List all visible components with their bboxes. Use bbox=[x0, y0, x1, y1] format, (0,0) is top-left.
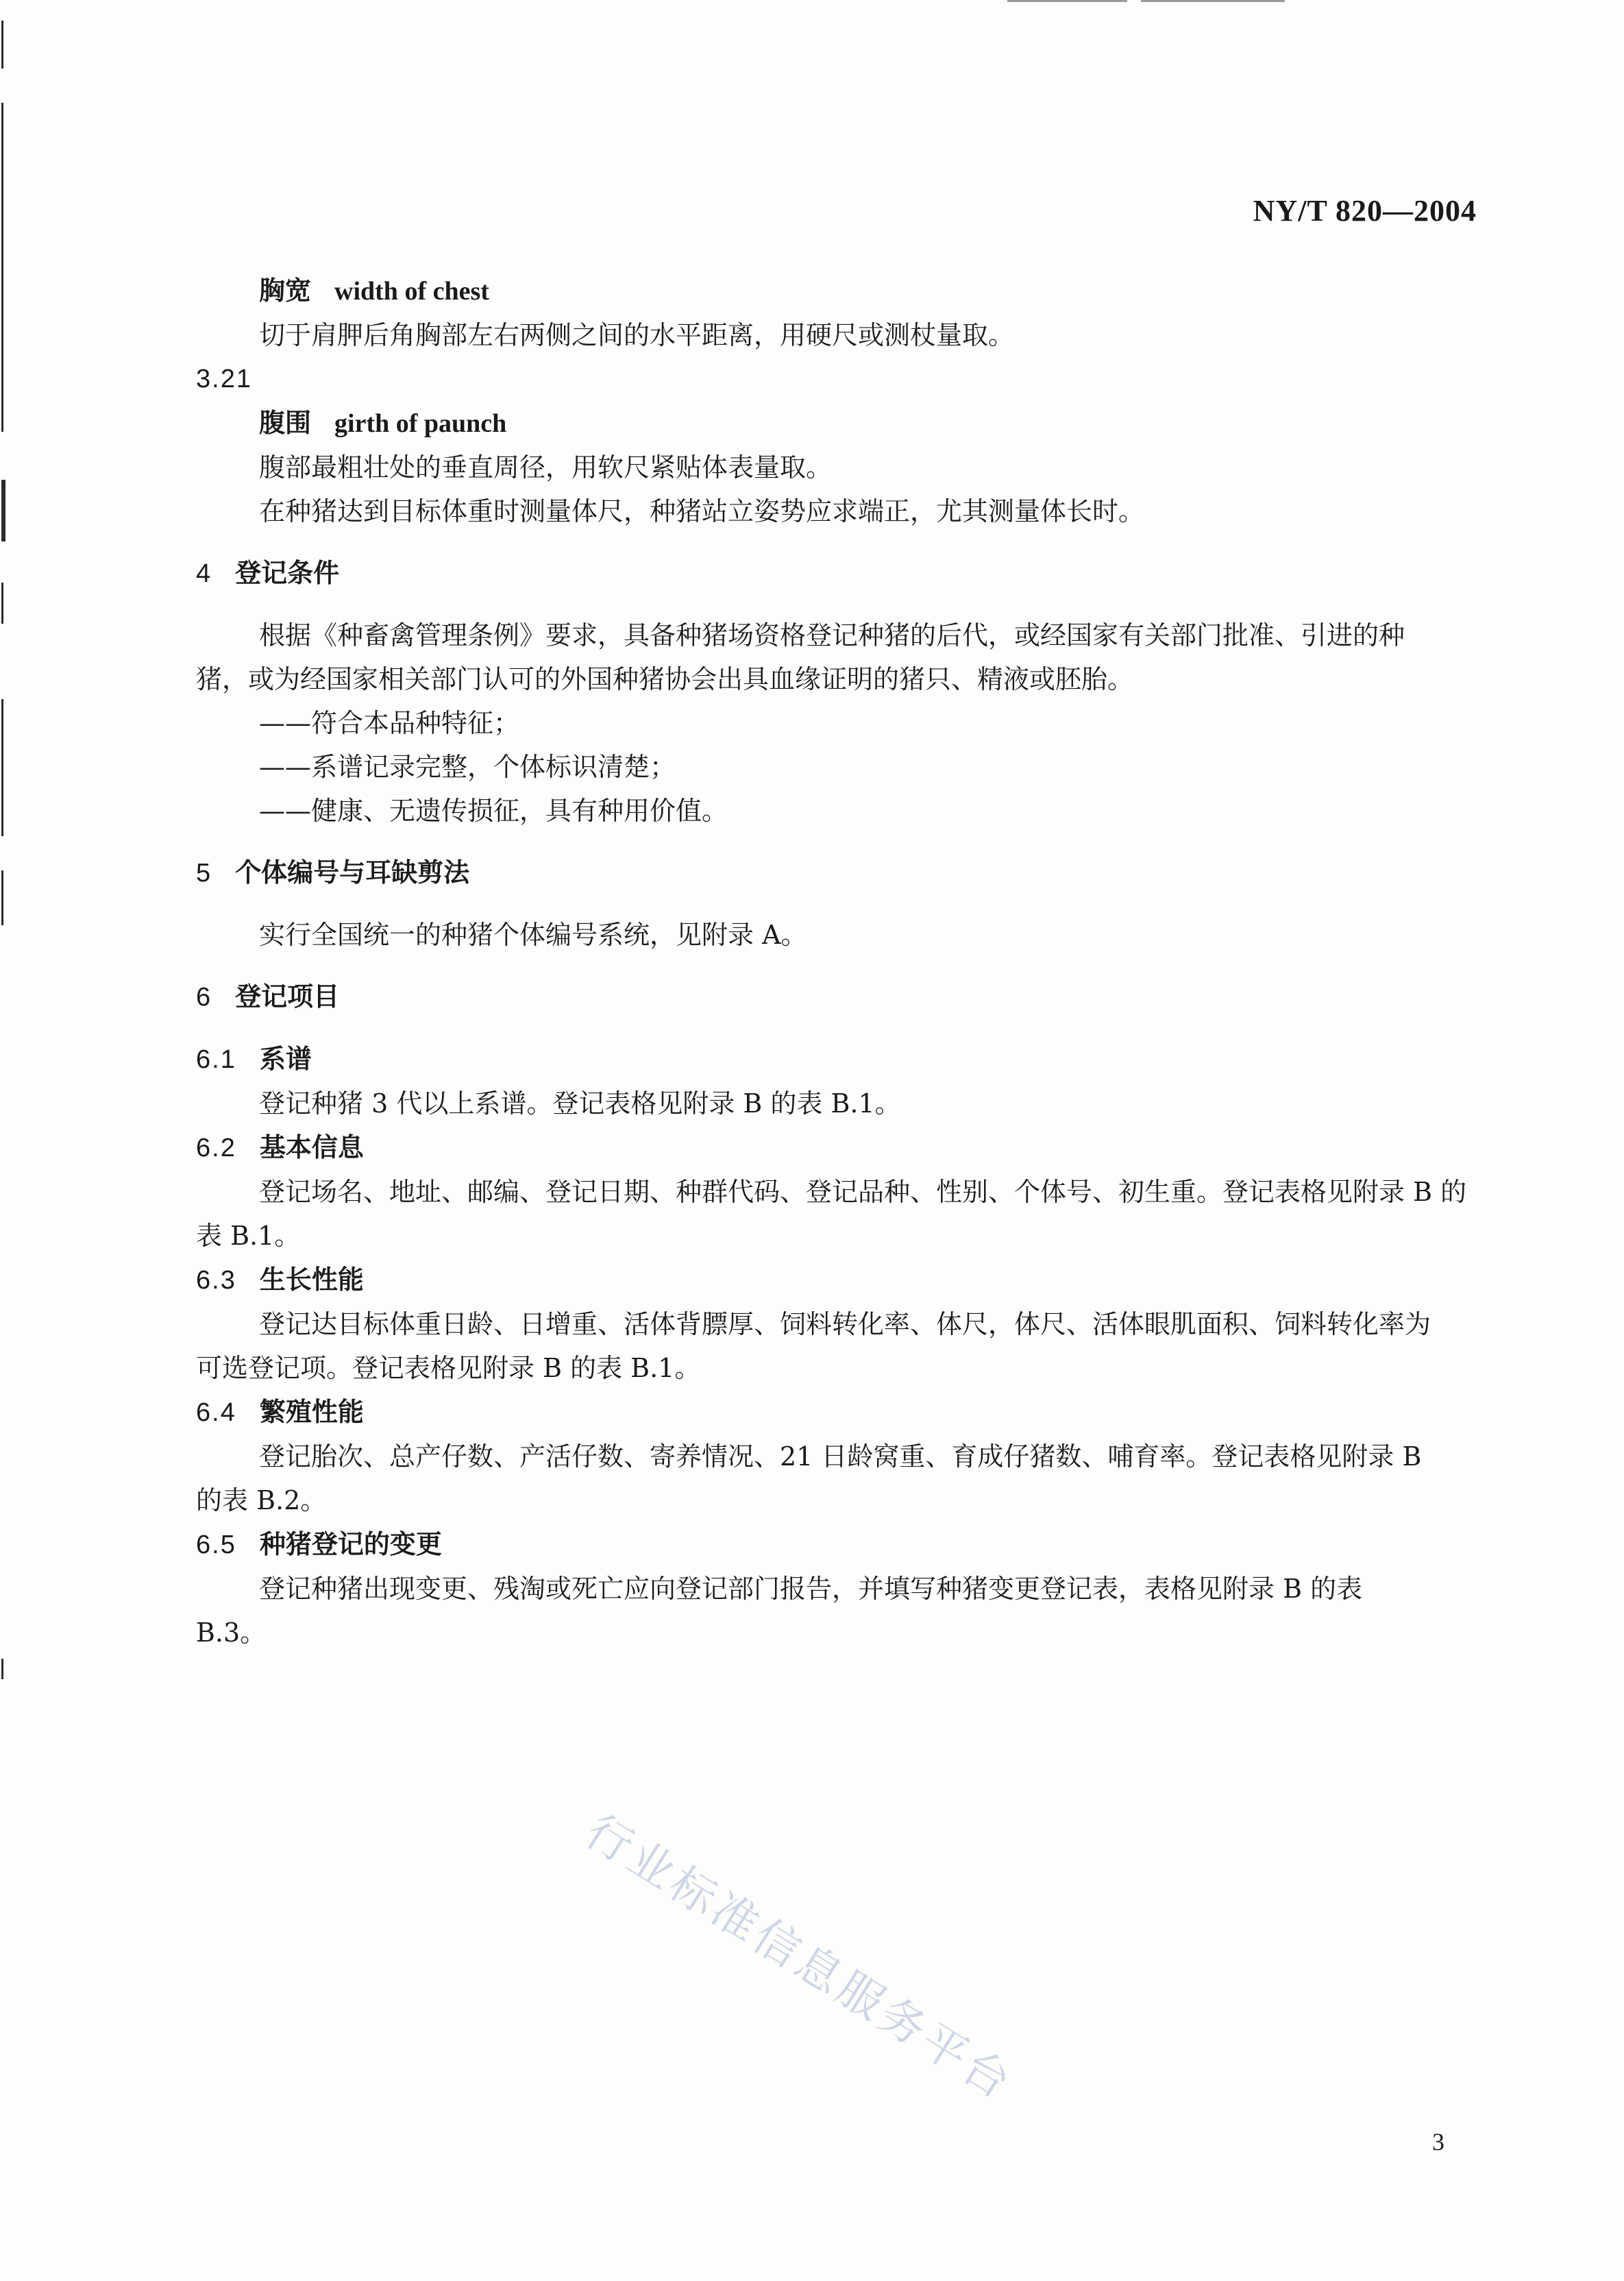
paragraph: 登记胎次、总产仔数、产活仔数、寄养情况、21 日龄窝重、育成仔猪数、哺育率。登记表格见附录 B bbox=[259, 1441, 1422, 1472]
page-body bbox=[196, 269, 1479, 1655]
term-definition: 切于肩胛后角胸部左右两侧之间的水平距离，用硬尺或测杖量取。 bbox=[259, 320, 1015, 350]
watermark: 行业标准信息服务平台 bbox=[576, 1804, 1023, 2111]
paragraph: 根据《种畜禽管理条例》要求，具备种猪场资格登记种猪的后代，或经国家有关部门批准、引进的种 bbox=[259, 620, 1405, 650]
paragraph: 登记种猪 3 代以上系谱。登记表格见附录 B 的表 B.1。 bbox=[259, 1088, 901, 1119]
paragraph-continuation: 猪，或为经国家相关部门认可的外国种猪协会出具血缘证明的猪只、精液或胚胎。 bbox=[196, 664, 1134, 694]
list-item: ——健康、无遗传损征，具有种用价值。 bbox=[259, 796, 728, 826]
term-heading-width-of-chest: 胸宽 width of chest bbox=[259, 276, 489, 306]
term-definition: 腹部最粗壮处的垂直周径，用软尺紧贴体表量取。 bbox=[259, 452, 833, 483]
subsection-heading-6-2: 6.2 基本信息 bbox=[196, 1132, 364, 1162]
section-heading-5: 5 个体编号与耳缺剪法 bbox=[196, 857, 470, 888]
paragraph: 登记场名、地址、邮编、登记日期、种群代码、登记品种、性别、个体号、初生重。登记表格见附录 B 的 bbox=[259, 1177, 1467, 1207]
standard-code: NY/T 820—2004 bbox=[1253, 194, 1477, 228]
subsection-heading-6-4: 6.4 繁殖性能 bbox=[196, 1397, 364, 1427]
scan-top-line bbox=[1141, 0, 1285, 2]
term-heading-girth-of-paunch: 腹围 girth of paunch bbox=[259, 408, 507, 438]
section-heading-6: 6 登记项目 bbox=[196, 981, 340, 1012]
section-heading-4: 4 登记条件 bbox=[196, 558, 340, 588]
subsection-heading-6-1: 6.1 系谱 bbox=[196, 1044, 312, 1074]
paragraph: 实行全国统一的种猪个体编号系统，见附录 A。 bbox=[259, 920, 807, 950]
subsection-heading-6-5: 6.5 种猪登记的变更 bbox=[196, 1529, 442, 1559]
measurement-note: 在种猪达到目标体重时测量体尺，种猪站立姿势应求端正，尤其测量体长时。 bbox=[259, 496, 1145, 526]
paragraph-continuation: B.3。 bbox=[196, 1618, 267, 1648]
paragraph-continuation: 可选登记项。登记表格见附录 B 的表 B.1。 bbox=[196, 1353, 701, 1383]
paragraph-continuation: 表 B.1。 bbox=[196, 1221, 301, 1251]
list-item: ——符合本品种特征； bbox=[259, 708, 520, 738]
list-item: ——系谱记录完整，个体标识清楚； bbox=[259, 752, 676, 782]
clause-number: 3.21 bbox=[196, 365, 252, 393]
scan-edge bbox=[0, 0, 7, 1713]
paragraph: 登记达目标体重日龄、日增重、活体背膘厚、饲料转化率、体尺，体尺、活体眼肌面积、饲料转化率为 bbox=[259, 1309, 1431, 1339]
page-number: 3 bbox=[1432, 2128, 1444, 2156]
paragraph-continuation: 的表 B.2。 bbox=[196, 1485, 327, 1515]
paragraph: 登记种猪出现变更、残淘或死亡应向登记部门报告，并填写种猪变更登记表，表格见附录 B 的表 bbox=[259, 1574, 1363, 1604]
scan-top-line bbox=[1007, 0, 1127, 2]
subsection-heading-6-3: 6.3 生长性能 bbox=[196, 1265, 364, 1295]
